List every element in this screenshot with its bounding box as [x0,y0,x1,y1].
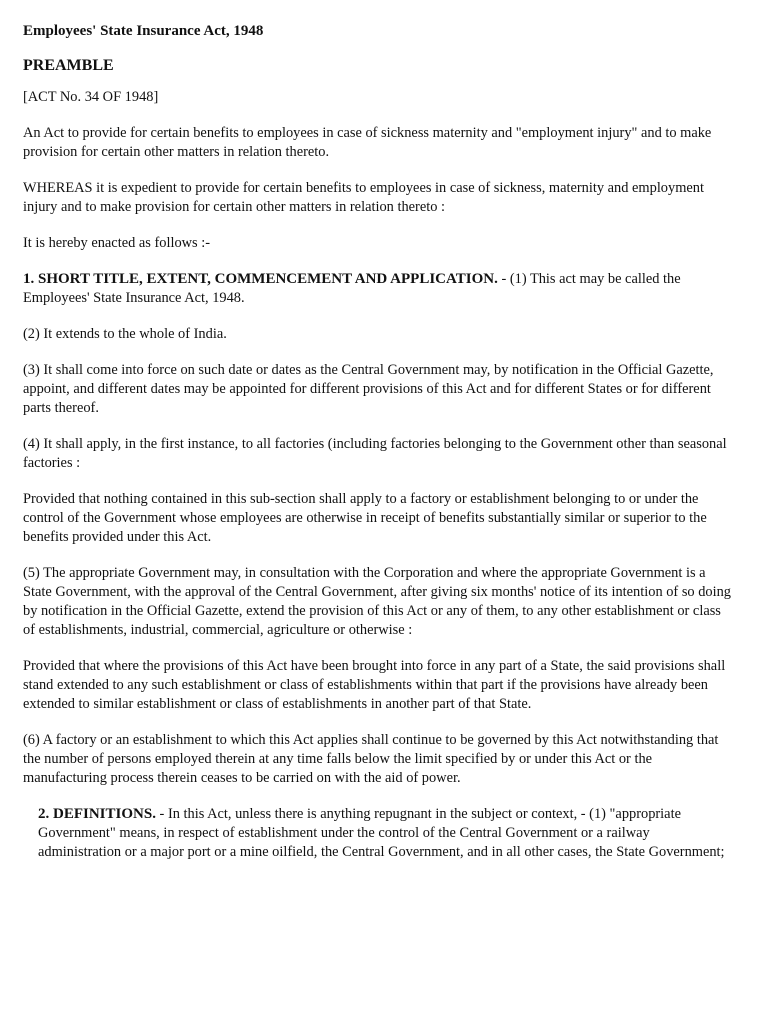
enacted-paragraph: It is hereby enacted as follows :- [23,235,211,251]
proviso-1-paragraph: Provided that nothing contained in this sub-section shall apply to a factory or establishment belonging to or under the control of the Government whose employees are otherwise in receipt of benefits substantially similar or superior to the benefits provided under this Act. [23,491,707,545]
section-1-text: - (1) This act may be called the Employees' State Insurance Act, 1948. [23,271,681,306]
section-2-title: 2. DEFINITIONS. [38,806,156,822]
section-2-paragraph [38,805,734,862]
clause-2-paragraph: (2) It extends to the whole of India. [23,326,227,342]
intro-paragraph: An Act to provide for certain benefits to employees in case of sickness maternity and "employment injury" and to make provision for certain other matters in relation thereto. [23,125,712,160]
clause-5-paragraph: (5) The appropriate Government may, in consultation with the Corporation and where the appropriate Government is a State Government, with the approval of the Central Government, after giving six months' notice of its intention of so doing by notification in the Official Gazette, extend the provision of this Act or any of them, to any other establishment or class of establishments, industrial, commercial, agriculture or otherwise : [23,565,731,638]
clause-3-paragraph: (3) It shall come into force on such date or dates as the Central Government may, by notification in the Official Gazette, appoint, and different dates may be appointed for different provisions of this Act and for different States or for different parts thereof. [23,362,714,416]
section-2-text: - In this Act, unless there is anything repugnant in the subject or context, - (1) "appropriate Government" means, in respect of establishment under the control of the Central Government or a railway administration or a major port or a mine oilfield, the Central Government, and in all other cases, the State Government; [38,806,725,860]
whereas-paragraph: WHEREAS it is expedient to provide for certain benefits to employees in case of sickness, maternity and employment injury and to make provision for certain other matters in relation thereto : [23,180,704,215]
clause-4-paragraph: (4) It shall apply, in the first instance, to all factories (including factories belonging to the Government other than seasonal factories : [23,436,727,471]
preamble-heading: PREAMBLE [23,57,114,74]
proviso-2-paragraph: Provided that where the provisions of this Act have been brought into force in any part of a State, the said provisions shall stand extended to any such establishment or class of establishments within that part if the provisions have already been extended to similar establishment or class of establishments in another part of that State. [23,658,726,712]
document-title: Employees' State Insurance Act, 1948 [23,23,264,39]
section-1-paragraph [23,270,734,308]
clause-6-paragraph: (6) A factory or an establishment to which this Act applies shall continue to be governed by this Act notwithstanding that the number of persons employed therein at any time falls below the limit specified by or under this Act or the manufacturing process therein ceases to be carried on with the aid of power. [23,732,719,786]
act-number: [ACT No. 34 OF 1948] [23,89,159,105]
section-1-title: 1. SHORT TITLE, EXTENT, COMMENCEMENT AND APPLICATION. [23,271,498,287]
